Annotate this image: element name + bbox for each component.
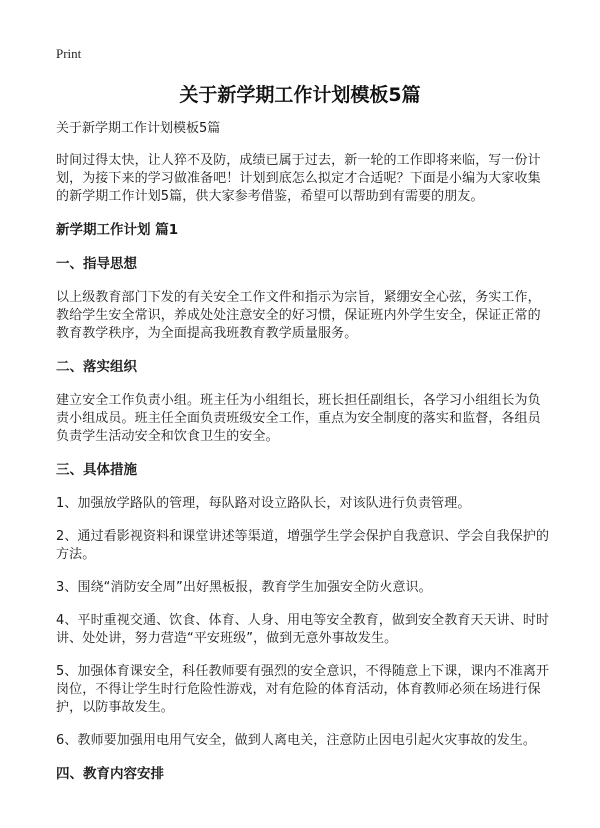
heading-measures: 三、具体措施 [56,462,137,478]
section-title: 新学期工作计划 篇1 [56,222,179,238]
measure-item: 4、平时重视交通、饮食、体育、人身、用电等安全教育，做到安全教育天天讲、时时讲、处处讲，努力营造“平安班级”，做到无意外事故发生。 [56,613,550,646]
intro-paragraph: 时间过得太快，让人猝不及防，成绩已属于过去，新一轮的工作即将来临，写一份计划，为接下来的学习做准备吧！计划到底怎么拟定才合适呢？下面是小编为大家收集的新学期工作计划5篇，供大家参考借鉴，希望可以帮助到有需要的朋友。 [56,153,541,204]
paragraph-organization: 建立安全工作负责小组。班主任为小组组长，班长担任副组长，各学习小组组长为负责小组成员。班主任全面负责班级安全工作，重点为安全制度的落实和监督，各组员负责学生活动安全和饮食卫生的安全。 [56,393,541,444]
measure-item: 5、加强体育课安全，科任教师要有强烈的安全意识，不得随意上下课，课内不准离开岗位，不得让学生时行危险性游戏，对有危险的体育活动，体育教师必须在场进行保护，以防事故发生。 [56,664,550,715]
measure-item: 3、围绕“消防安全周”出好黑板报，教育学生加强安全防火意识。 [56,580,432,595]
document-body [56,120,551,799]
measure-item: 1、加强放学路队的管理，每队路对设立路队长，对该队进行负责管理。 [56,496,471,511]
measure-item: 6、教师要加强用电用气安全，做到人离电关，注意防止因电引起火灾事故的发生。 [56,733,536,748]
heading-education-content: 四、教育内容安排 [56,766,164,782]
heading-guiding-ideology: 一、指导思想 [56,256,137,272]
document-subtitle: 关于新学期工作计划模板5篇 [56,121,221,136]
print-link[interactable]: Print [56,46,82,61]
page-title: 关于新学期工作计划模板5篇 [179,84,421,106]
heading-organization: 二、落实组织 [56,359,137,375]
paragraph-guiding-ideology: 以上级教育部门下发的有关安全工作文件和指示为宗旨，紧绷安全心弦，务实工作，教给学生安全常识，养成处处注意安全的好习惯，保证班内外学生安全，保证正常的教育教学秩序，为全面提高我班教育教学质量服务。 [56,290,541,341]
measure-item: 2、通过看影视资料和课堂讲述等渠道，增强学生学会保护自我意识、学会自我保护的方法。 [56,529,550,562]
